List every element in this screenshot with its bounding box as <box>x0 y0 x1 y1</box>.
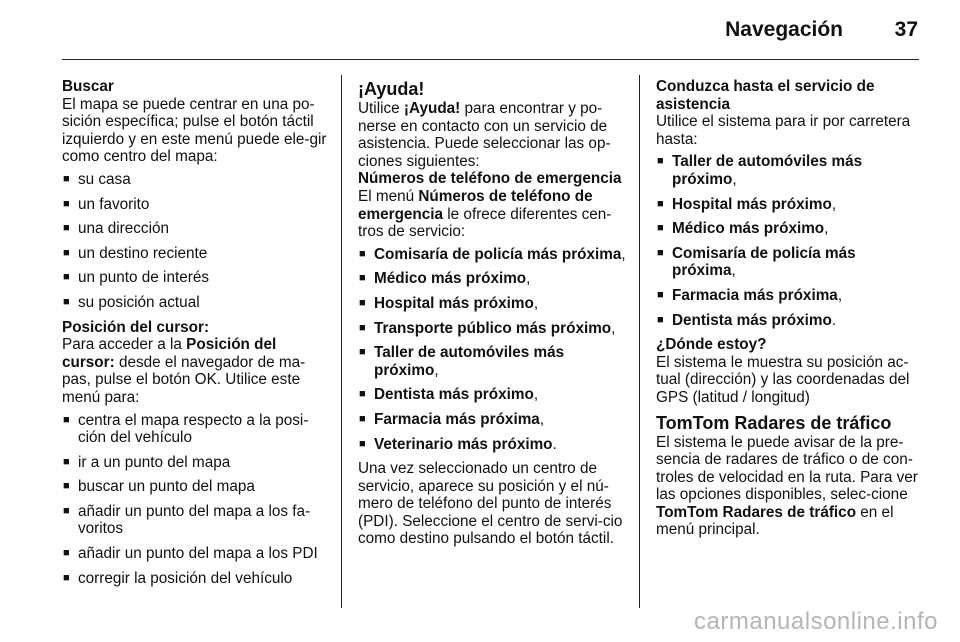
radares-text: El sistema le puede avisar de la pre-sencia de radares de tráfico o de con-troles de velocidad en la ruta. Para ver las opciones disponibles, selec-cione TomTom Radares de tráfico en el menú principal. <box>656 433 918 539</box>
list-item: ■ un favorito <box>62 196 332 214</box>
page-title: Navegación <box>725 18 843 41</box>
column-3 <box>656 78 922 539</box>
buscar-text: El mapa se puede centrar en una po-sición específica; pulse el botón táctil izquierdo y en este menú puede ele-gir como centro del mapa: <box>62 95 327 166</box>
list-item: ■ su casa <box>62 171 332 189</box>
section-heading-conduzca: Conduzca hasta el servicio de asistencia <box>656 78 875 113</box>
conduzca-text: Utilice el sistema para ir por carretera hasta: <box>656 113 911 148</box>
column-divider-2 <box>639 75 640 608</box>
list-item: ■ un destino reciente <box>62 245 332 263</box>
page-header <box>0 18 960 48</box>
cursor-list <box>62 412 332 588</box>
section-heading-ayuda: ¡Ayuda! <box>358 79 425 99</box>
column-2 <box>358 78 630 548</box>
list-item: ■ centra el mapa respecto a la posi-ción del vehículo <box>62 412 332 447</box>
buscar-list <box>62 171 332 312</box>
list-item: ■ Transporte público más próximo, <box>358 320 630 338</box>
list-item: ■ Comisaría de policía más próxima, <box>656 245 922 280</box>
cursor-text: Para acceder a la Posición del cursor: desde el navegador de ma-pas, pulse el botón OK. Utilice este menú para: <box>62 336 306 406</box>
section-heading-emergencia: Números de teléfono de emergencia <box>358 170 622 188</box>
emergencia-text: El menú Números de teléfono de emergencia le ofrece diferentes cen-tros de servicio: <box>358 187 612 241</box>
header-rule <box>62 59 919 60</box>
ayuda-text: Utilice ¡Ayuda! para encontrar y po-nerse en contacto con un servicio de asistencia. Puede seleccionar las op-ciones siguientes: <box>358 100 611 170</box>
list-item: ■ Médico más próximo, <box>358 270 630 288</box>
list-item: ■ Dentista más próximo. <box>656 312 922 330</box>
list-item: ■ Comisaría de policía más próxima, <box>358 246 630 264</box>
list-item: ■ ir a un punto del mapa <box>62 454 332 472</box>
emergencia-list <box>358 246 630 453</box>
list-item: ■ Taller de automóviles más próximo, <box>656 153 922 188</box>
list-item: ■ añadir un punto del mapa a los PDI <box>62 545 332 563</box>
list-item: ■ buscar un punto del mapa <box>62 478 332 496</box>
list-item: ■ Taller de automóviles más próximo, <box>358 344 630 379</box>
section-heading-donde: ¿Dónde estoy? <box>656 336 767 354</box>
page-number: 37 <box>894 18 918 41</box>
list-item: ■ Dentista más próximo, <box>358 386 630 404</box>
list-item: ■ Farmacia más próxima, <box>656 287 922 305</box>
list-item: ■ una dirección <box>62 220 332 238</box>
list-item: ■ Farmacia más próxima, <box>358 411 630 429</box>
list-item: ■ corregir la posición del vehículo <box>62 570 332 588</box>
list-item: ■ un punto de interés <box>62 269 332 287</box>
list-item: ■ Hospital más próximo, <box>656 196 922 214</box>
list-item: ■ su posición actual <box>62 294 332 312</box>
list-item: ■ Hospital más próximo, <box>358 295 630 313</box>
section-heading-radares: TomTom Radares de tráfico <box>656 412 892 433</box>
list-item: ■ Veterinario más próximo. <box>358 436 630 454</box>
watermark: carmanualsonline.info <box>694 608 938 635</box>
list-item: ■ Médico más próximo, <box>656 220 922 238</box>
emergencia-closing: Una vez seleccionado un centro de servicio, aparece su posición y el nú-mero de teléfono del punto de interés (PDI). Seleccione el centro de servi-cio como destino pulsando el botón táctil. <box>358 460 623 548</box>
donde-text: El sistema le muestra su posición ac-tual (dirección) y las coordenadas del GPS (latitud / longitud) <box>656 353 910 406</box>
list-item: ■ añadir un punto del mapa a los fa-voritos <box>62 503 332 538</box>
column-divider-1 <box>341 75 342 608</box>
section-heading-cursor: Posición del cursor: <box>62 318 210 336</box>
column-1 <box>62 78 332 594</box>
section-heading-buscar: Buscar <box>62 78 114 95</box>
conduzca-list <box>656 153 922 329</box>
